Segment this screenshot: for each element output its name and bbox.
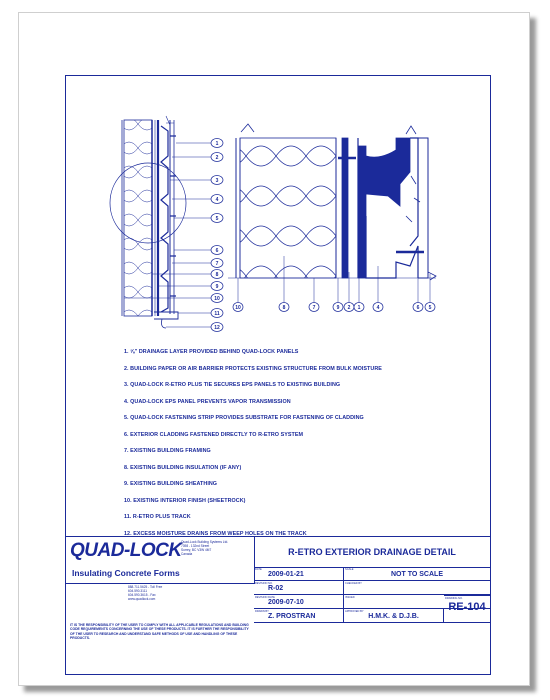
- date-value: 2009-01-21: [268, 571, 304, 578]
- callout-number: 9: [336, 304, 340, 311]
- note-item: 7. EXISTING BUILDING FRAMING: [124, 448, 211, 454]
- note-item: 9. EXISTING BUILDING SHEATHING: [124, 481, 218, 487]
- callout-number: 2: [215, 154, 219, 161]
- note-item: 1. ⅝" DRAINAGE LAYER PROVIDED BEHIND QUAD-LOCK PANELS: [124, 349, 299, 355]
- callout-bubble: [354, 303, 364, 312]
- callout-bubble: [309, 303, 319, 312]
- drawing-sheet: [18, 12, 530, 686]
- logo-tagline: Insulating Concrete Forms: [72, 568, 180, 578]
- note-item: 8. EXISTING BUILDING INSULATION (IF ANY): [124, 464, 242, 471]
- drawing-frame: [65, 75, 491, 675]
- callout-number: 10: [235, 304, 241, 311]
- right-section: [228, 124, 436, 280]
- callout-bubble: [211, 323, 223, 332]
- revision-cell: REVISION NO. R-02: [254, 581, 344, 595]
- issued-cell: ISSUED: [344, 595, 490, 609]
- drawn-by-value: Z. PROSTRAN: [268, 613, 316, 620]
- callout-number: 6: [416, 304, 420, 311]
- drawing-number: RE-104: [448, 601, 486, 613]
- company-contact: 888.711.5625 - Toll Free 604.590.3111 604.590.3615 - Fax www.quadlock.com: [128, 585, 163, 601]
- right-callouts: [233, 303, 435, 312]
- revision-date-value: 2009-07-10: [268, 599, 304, 606]
- callout-bubble: [211, 282, 223, 291]
- callout-bubble: [211, 139, 223, 148]
- checked-cell: CHECKED BY: [344, 581, 490, 595]
- quad-lock-logo: QUAD-LOCK: [70, 540, 182, 561]
- title-block: [66, 536, 490, 675]
- callout-number: 3: [215, 177, 219, 184]
- date-cell: DATE 2009-01-21: [254, 567, 344, 581]
- callout-bubble: [279, 303, 289, 312]
- drawing-number-cell: DRAWING NO. RE-104: [444, 595, 490, 623]
- logo-box: [66, 537, 255, 584]
- callout-bubble: [413, 303, 423, 312]
- callout-bubble: [333, 303, 343, 312]
- callout-number: 1: [215, 140, 219, 147]
- disclaimer-text: IT IS THE RESPONSIBILITY OF THE USER TO COMPLY WITH ALL APPLICABLE REGULATIONS AND BUILDING CODE REQUIREMENTS CONCERNING THE USE OF THESE PRODUCTS. IT IS FURTHER THE RESPONSIBILITY OF THE USER TO RESEARCH AND UNDERSTAND SAFE METHODS OF USE AND HANDLING OF THESE PRODUCTS.: [70, 623, 249, 640]
- callout-bubble: [211, 294, 223, 303]
- note-item: 5. QUAD-LOCK FASTENING STRIP PROVIDES SUBSTRATE FOR FASTENING OF CLADDING: [124, 415, 364, 421]
- callout-number: 7: [312, 304, 316, 311]
- note-item: 6. EXTERIOR CLADDING FASTENED DIRECTLY TO R-ETRO SYSTEM: [124, 431, 304, 438]
- note-item: 3. QUAD-LOCK R-ETRO PLUS TIE SECURES EPS PANELS TO EXISTING BUILDING: [124, 382, 341, 388]
- section-detail-drawing: [66, 76, 490, 346]
- callout-number: 4: [376, 304, 380, 311]
- callout-number: 12: [214, 324, 220, 331]
- left-section: [110, 116, 186, 328]
- approved-by-value: H.M.K. & D.J.B.: [368, 613, 419, 620]
- callout-number: 2: [347, 304, 351, 311]
- callout-bubble: [211, 309, 223, 318]
- callout-number: 6: [215, 247, 219, 254]
- callout-number: 1: [357, 304, 361, 311]
- callout-bubble: [211, 176, 223, 185]
- scale-cell: SCALE NOT TO SCALE: [344, 567, 490, 581]
- callout-number: 5: [215, 215, 219, 222]
- callout-bubble: [233, 303, 243, 312]
- callout-bubble: [211, 195, 223, 204]
- company-address: Quad-Lock Building Systems Ltd. 7398 - 132nd Street Surrey, BC V3W 4M7 Canada: [181, 540, 229, 556]
- callout-number: 10: [214, 295, 220, 302]
- drawing-title: R-ETRO EXTERIOR DRAINAGE DETAIL: [254, 537, 490, 568]
- callout-bubble: [344, 303, 354, 312]
- note-item: 2. BUILDING PAPER OR AIR BARRIER PROTECTS EXISTING STRUCTURE FROM BULK MOISTURE: [124, 365, 382, 372]
- callout-bubble: [211, 153, 223, 162]
- note-item: 4. QUAD-LOCK EPS PANEL PREVENTS VAPOR TRANSMISSION: [124, 398, 291, 405]
- callout-number: 5: [428, 304, 432, 311]
- scale-value: NOT TO SCALE: [391, 571, 443, 578]
- callout-bubble: [211, 214, 223, 223]
- callout-bubble: [211, 259, 223, 268]
- approved-by-cell: APPROVED BY H.M.K. & D.J.B.: [344, 609, 444, 623]
- left-callouts: [211, 139, 223, 332]
- notes-list: [124, 349, 484, 547]
- note-item: 11. R-ETRO PLUS TRACK: [124, 514, 191, 520]
- title-block-grid: [254, 567, 490, 675]
- revision-value: R-02: [268, 585, 284, 592]
- revision-date-cell: REVISION DATE 2009-07-10: [254, 595, 344, 609]
- callout-number: 11: [214, 310, 220, 317]
- callout-bubble: [211, 270, 223, 279]
- callout-number: 7: [215, 260, 219, 267]
- callout-bubble: [211, 246, 223, 255]
- drawn-by-cell: DRAWN BY Z. PROSTRAN: [254, 609, 344, 623]
- callout-bubble: [373, 303, 383, 312]
- note-item: 12. EXCESS MOISTURE DRAINS FROM WEEP HOLES ON THE TRACK: [124, 530, 307, 537]
- note-item: 10. EXISTING INTERIOR FINISH (SHEETROCK): [124, 497, 246, 504]
- callout-number: 8: [282, 304, 286, 311]
- callout-number: 8: [215, 271, 219, 278]
- callout-number: 9: [215, 283, 219, 290]
- callout-number: 4: [215, 196, 219, 203]
- callout-bubble: [425, 303, 435, 312]
